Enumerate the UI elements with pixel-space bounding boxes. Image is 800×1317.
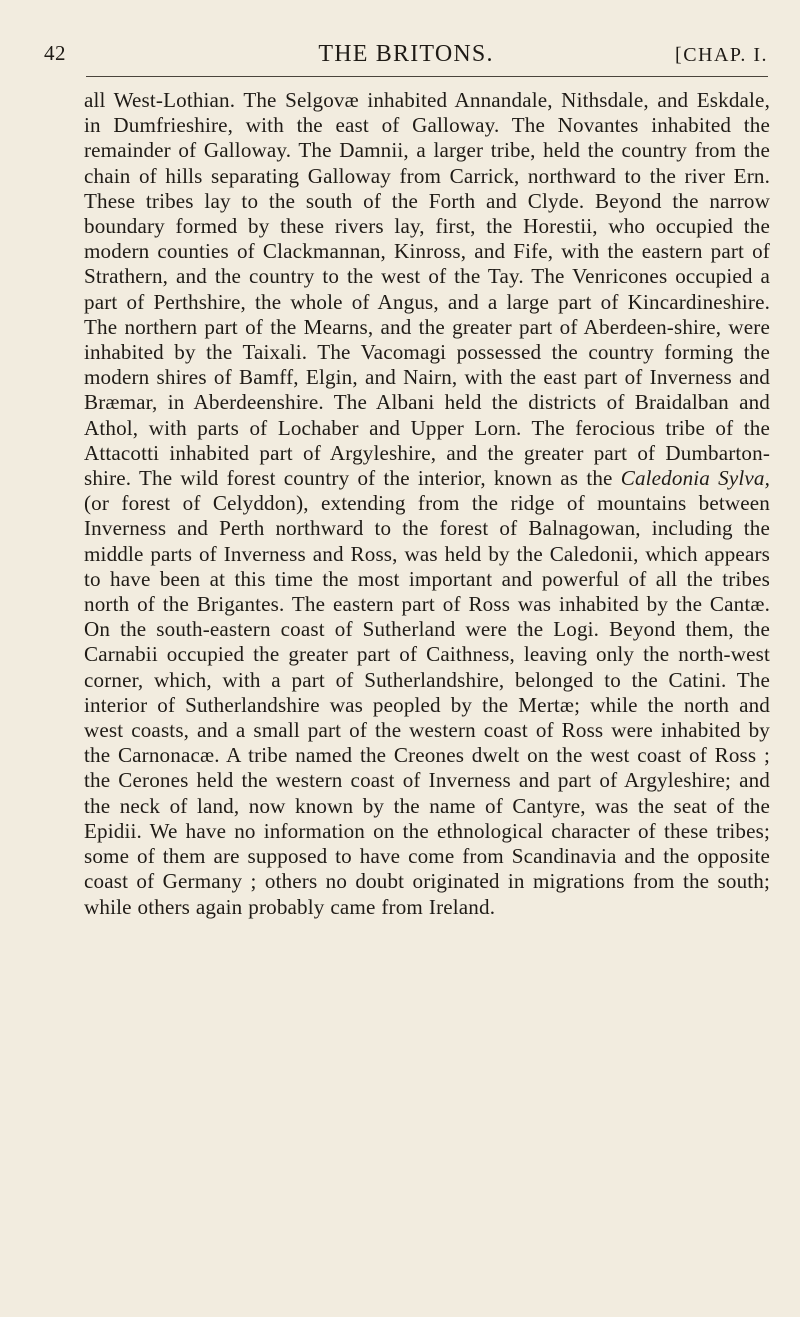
paragraph-text-part2: (or forest of Celyddon), extending from the ridge of mountains between Inverness and Perth northward to the forest of Balnagowan, including the middle parts of Inverness and Ross, was held by the Caledonii, which appears to have been at this time the most important and powerful of all the tribes north of the Brigantes. The eastern part of Ross was inhabited by the Cantæ. On the south-eastern coast of Sutherland were the Logi. Beyond them, the Carnabii occupied the greater part of Caithness, leaving only the north-west corner, which, with a part of Sutherlandshire, belonged to the Catini. The interior of Sutherlandshire was peopled by the Mertæ; while the north and west coasts, and a small part of the western coast of Ross were inhabited by the Carnonacæ. A tribe named the Creones dwelt on the west coast of Ross ; the Cerones held the western coast of Inverness and part of Argyleshire; and the neck of land, now known by the name of Cantyre, was the seat of the Epidii. We have no information on the ethnological character of these tribes; some of them are supposed to have come from Scandinavia and the opposite coast of Germany ; others no doubt originated in migrations from the south; while others again probably came from Ireland. bbox=[84, 491, 770, 919]
page-number: 42 bbox=[44, 41, 66, 65]
chapter-reference: [CHAP. I. bbox=[675, 44, 768, 66]
paragraph-text-part1: all West-Lothian. The Selgovæ inhabited Annandale, Nithsdale, and Eskdale, in Dumfrieshire, with the east of Galloway. The Novantes inhabited the remainder of Galloway. The Damnii, a larger tribe, held the country from the chain of hills separating Galloway from Carrick, northward to the river Ern. These tribes lay to the south of the Forth and Clyde. Beyond the narrow boundary formed by these rivers lay, first, the Horestii, who occupied the modern counties of Clackmannan, Kinross, and Fife, with the eastern part of Strathern, and the country to the west of the Tay. The Venricones occupied a part of Perthshire, the whole of Angus, and a large part of Kincardineshire. The northern part of the Mearns, and the greater part of Aberdeen-shire, were inhabited by the Taixali. The Vacomagi possessed the country forming the modern shires of Bamff, Elgin, and Nairn, with the east part of Inverness and Bræmar, in Aberdeenshire. The Albani held the districts of Braidalban and Athol, with parts of Lochaber and Upper Lorn. The ferocious tribe of the Attacotti inhabited part of Argyleshire, and the greater part of Dumbarton-shire. The wild forest country of the interior, known as the bbox=[84, 88, 770, 491]
header-rule bbox=[86, 76, 768, 77]
italic-term: Caledonia Sylva, bbox=[620, 466, 771, 491]
running-title: THE BRITONS. bbox=[318, 41, 494, 67]
paragraph bbox=[84, 88, 770, 920]
body-text bbox=[84, 88, 770, 920]
page-header bbox=[44, 41, 768, 71]
